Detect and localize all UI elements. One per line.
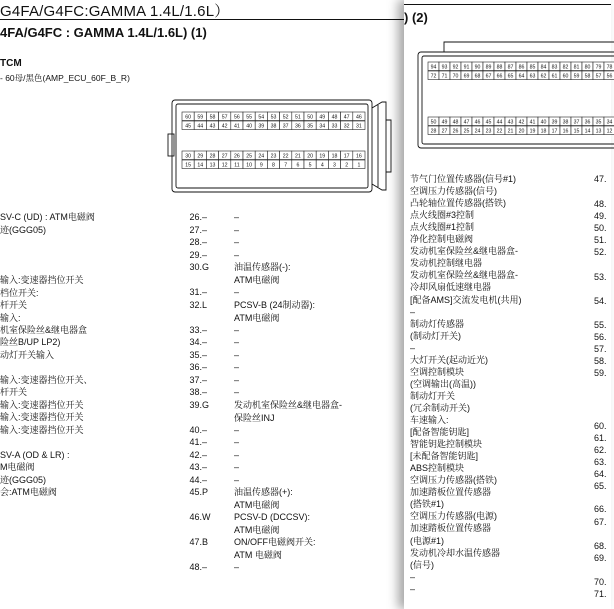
right-page	[404, 0, 611, 609]
right-description-line: (空调输出(高温))	[410, 378, 476, 389]
right-connector-pin-label: 83	[551, 64, 558, 71]
left-column-line: 档位开关:	[0, 288, 39, 298]
left-connector-pin-label: 46	[356, 114, 362, 121]
right-connector-pin-label: 56	[606, 73, 613, 80]
right-connector-pin-label: 93	[441, 64, 448, 71]
pin-number: 38.	[189, 387, 202, 397]
right-pin-number: 56.	[594, 332, 607, 342]
pin-code: –	[202, 462, 208, 472]
right-description-line: [配备AMS]交流发电机(共用)	[410, 294, 522, 305]
left-connector-pin-label: 17	[343, 153, 350, 160]
right-description-line: 制动灯开关	[410, 390, 456, 401]
right-connector-pin-label: 72	[430, 73, 437, 80]
right-connector-pin-label: 94	[430, 64, 437, 71]
right-description-line: 空调压力传感器(信号)	[410, 186, 497, 197]
right-description-line: 凸轮轴位置传感器(搭铁)	[410, 198, 506, 209]
left-connector-pin-label: 49	[319, 114, 326, 121]
right-pin-number: 67.	[594, 517, 607, 527]
right-pin-number: 60.	[594, 421, 607, 431]
pin-description: –	[234, 425, 240, 435]
right-description-line: [配备智能钥匙]	[410, 427, 470, 438]
right-description-line: 净化控制电磁阀	[410, 234, 474, 245]
right-connector-pin-label: 43	[507, 119, 514, 126]
left-connector-pin-label: 18	[331, 153, 338, 160]
right-pin-number: 71.	[594, 589, 607, 599]
right-pin-number: 48.	[594, 199, 607, 209]
left-connector-pin-label: 47	[343, 114, 350, 121]
right-connector-pin-label: 60	[562, 73, 569, 80]
left-connector-pin-label: 41	[234, 123, 240, 130]
right-pin-number: 63.	[594, 457, 607, 467]
left-connector-pin-label: 5	[308, 162, 312, 169]
pin-description: –	[234, 450, 240, 460]
pin-description: ATM 电磁阀	[234, 549, 282, 560]
pin-code: –	[202, 362, 208, 372]
pin-code: W	[202, 512, 211, 522]
right-connector-pin-label: 87	[507, 64, 514, 71]
pin-code: –	[202, 437, 208, 447]
right-connector-pin-label: 86	[518, 64, 525, 71]
right-connector-pin-label: 82	[562, 64, 569, 71]
pin-code: –	[202, 250, 208, 260]
right-connector-pin-label: 18	[540, 128, 547, 135]
right-connector-pin-label: 24	[474, 128, 481, 135]
right-description-line: 空调压力传感器(电源)	[410, 511, 497, 522]
right-connector-pin-label: 66	[496, 73, 503, 80]
pin-description: –	[234, 350, 240, 360]
pin-description: –	[234, 387, 240, 397]
left-column-line: 输入:变速器挡位开关	[0, 275, 84, 285]
right-pin-number: 64.	[594, 469, 607, 479]
left-column-line: M电磁阀	[0, 462, 35, 472]
right-connector-pin-label: 50	[430, 119, 437, 126]
right-description-line: –	[410, 342, 416, 353]
right-description-line: –	[410, 583, 416, 594]
right-pin-number: 68.	[594, 541, 607, 551]
right-description-line: (搭铁#1)	[410, 499, 445, 510]
right-connector-pin-label: 45	[485, 119, 492, 126]
left-column-line: 输入:变速器挡位开关	[0, 412, 84, 422]
left-connector-pin-label: 14	[197, 162, 204, 169]
pin-number: 42.	[189, 450, 202, 460]
pin-code: G	[202, 400, 210, 410]
section-title: 4FA/G4FC : GAMMA 1.4L/1.6L) (1)	[0, 25, 207, 40]
pin-description: PCSV-D (DCCSV):	[234, 512, 311, 522]
pin-code: –	[202, 325, 208, 335]
tcm-label: TCM	[0, 58, 22, 69]
page-header-title: G4FA/G4FC:GAMMA 1.4L/1.6L）	[0, 3, 230, 20]
right-connector-pin-label: 16	[562, 128, 569, 135]
pin-code: G	[202, 262, 210, 272]
pin-description: –	[234, 462, 240, 472]
left-connector-pin-label: 53	[270, 114, 277, 121]
left-connector-pin-label: 51	[295, 114, 301, 121]
right-connector-pin-label: 38	[562, 119, 569, 126]
right-connector-pin-label: 84	[540, 64, 547, 71]
right-connector-pin-label: 23	[485, 128, 492, 135]
left-connector-pin-label: 35	[307, 123, 313, 130]
pin-code: –	[202, 425, 208, 435]
pin-description: –	[234, 237, 240, 247]
left-connector-pin-label: 48	[331, 114, 338, 121]
left-connector-pin-label: 58	[209, 114, 216, 121]
pin-number: 40.	[189, 425, 202, 435]
left-connector-pin-label: 10	[246, 162, 252, 169]
right-description-line: 发动机室保险丝&继电器盒-	[410, 246, 519, 257]
pin-description: ATM电磁阀	[234, 312, 280, 323]
right-description-line: 发动机控制继电器	[410, 258, 483, 269]
pin-description: –	[234, 337, 240, 347]
right-connector-pin-label: 36	[584, 119, 591, 126]
connector-diagram	[160, 90, 395, 202]
right-pin-number: 54.	[594, 296, 607, 306]
pin-description: 油温传感器(-):	[234, 262, 291, 272]
right-description-line: 节气门位置传感器(信号#1)	[410, 174, 517, 184]
pin-number: 34.	[189, 337, 202, 347]
pin-number: 37.	[189, 375, 202, 385]
pin-code: –	[202, 375, 208, 385]
right-connector-pin-label: 37	[573, 119, 580, 126]
pin-description: 油温传感器(+):	[234, 487, 293, 497]
right-connector-pin-label: 61	[551, 73, 558, 80]
left-column-line: 输入:变速器挡位开关、	[0, 375, 93, 385]
pin-description: –	[234, 562, 240, 572]
pin-code: P	[202, 487, 209, 497]
left-connector-pin-label: 59	[197, 114, 204, 121]
left-column-line: 迹(GGG05)	[0, 475, 47, 485]
right-connector-pin-label: 88	[496, 64, 503, 71]
right-connector-pin-label: 13	[595, 128, 602, 135]
left-connector-pin-label: 3	[333, 162, 336, 169]
right-connector-pin-label: 59	[573, 73, 580, 80]
left-connector-pin-label: 11	[234, 162, 240, 169]
right-connector-pin-label: 65	[507, 73, 514, 80]
pin-number: 45.	[189, 487, 202, 497]
right-connector-diagram	[414, 40, 614, 160]
pin-number: 29.	[189, 250, 202, 260]
pin-description: –	[234, 287, 240, 297]
right-connector-pin-label: 69	[463, 73, 470, 80]
left-connector-pin-label: 33	[331, 123, 338, 130]
right-header-divider	[404, 4, 611, 5]
left-column-line: 输入:变速器挡位开关	[0, 400, 84, 410]
pin-code: –	[202, 225, 208, 235]
right-connector-pin-label: 27	[441, 128, 448, 135]
pin-code: –	[202, 212, 208, 222]
right-connector-pin-label: 25	[463, 128, 470, 135]
pin-number: 47.	[189, 537, 202, 547]
left-column-line: 输入:	[0, 313, 21, 323]
right-description-line: 冷却风扇低速继电器	[410, 282, 492, 293]
left-connector-pin-label: 42	[221, 123, 228, 130]
left-connector-pin-label: 34	[319, 123, 326, 130]
pin-number: 31.	[189, 287, 202, 297]
pin-number: 27.	[189, 225, 202, 235]
pin-description: –	[234, 250, 240, 260]
right-section-title: ) (2)	[404, 10, 428, 25]
left-column-line: 机室保险丝&继电器盒	[0, 325, 88, 335]
header-divider	[0, 19, 404, 20]
left-connector-pin-label: 37	[282, 123, 289, 130]
left-column-line: 输入:变速器挡位开关	[0, 425, 84, 435]
right-pin-number: 51.	[594, 235, 607, 245]
pin-number: 36.	[189, 362, 202, 372]
right-connector-pin-label: 42	[518, 119, 525, 126]
pin-code: –	[202, 237, 208, 247]
right-connector-pin-label: 67	[485, 73, 492, 80]
left-connector-pin-label: 57	[221, 114, 228, 121]
pin-description: ATM电磁阀	[234, 499, 280, 510]
right-pin-number: 58.	[594, 356, 607, 366]
left-column-line: 险丝B/UP LP2)	[0, 337, 61, 347]
right-description-line: (电源#1)	[410, 535, 445, 546]
right-connector-pin-label: 80	[584, 64, 591, 71]
pin-code: B	[202, 537, 209, 547]
left-connector-pin-label: 45	[185, 123, 191, 130]
right-description-line: 发动机室保险丝&继电器盒-	[410, 270, 519, 281]
left-connector-pin-label: 39	[258, 123, 265, 130]
pin-number: 28.	[189, 237, 202, 247]
right-connector-pin-label: 71	[441, 73, 448, 80]
right-connector-pin-label: 58	[584, 73, 591, 80]
right-pin-number: 47.	[594, 174, 607, 184]
right-connector-pin-label: 63	[529, 73, 536, 80]
left-connector-pin-label: 12	[221, 162, 228, 169]
pin-number: 33.	[189, 325, 202, 335]
left-connector-pin-label: 40	[246, 123, 252, 130]
left-connector-pin-label: 19	[319, 153, 326, 160]
right-connector-pin-label: 62	[540, 73, 547, 80]
left-connector-pin-label: 8	[272, 162, 275, 169]
pin-description: 发动机室保险丝&继电器盒-	[234, 400, 343, 410]
pin-number: 30.	[189, 262, 202, 272]
right-connector-pin-label: 20	[518, 128, 525, 135]
left-connector-pin-label: 4	[320, 162, 324, 169]
pin-number: 43.	[189, 462, 202, 472]
pin-number: 39.	[189, 400, 202, 410]
right-connector-pin-label: 92	[452, 64, 459, 71]
right-pin-number: 57.	[594, 344, 607, 354]
right-connector-pin-label: 47	[463, 119, 470, 126]
right-pin-number: 61.	[594, 433, 607, 443]
right-description-line: –	[410, 306, 416, 317]
right-connector-pin-label: 68	[474, 73, 481, 80]
right-connector-pin-label: 90	[474, 64, 481, 71]
right-description-line: 发动机冷却水温传感器	[410, 547, 501, 558]
right-description-line: 加速踏板位置传感器	[410, 523, 492, 534]
right-description-line: 空调压力传感器(搭铁)	[410, 475, 497, 486]
connector-info: - 60母/黑色(AMP_ECU_60F_B_R)	[0, 73, 130, 83]
pin-number: 46.	[189, 512, 202, 522]
left-connector-pin-label: 20	[307, 153, 313, 160]
left-column-line: SV-C (UD) : ATM电磁阀	[0, 212, 95, 222]
left-connector-pin-label: 2	[345, 162, 349, 169]
left-column-line: 杆开关	[0, 387, 28, 397]
pin-description: –	[234, 362, 240, 372]
right-description-line: (制动灯开关)	[410, 330, 461, 341]
right-connector-pin-label: 70	[452, 73, 459, 80]
right-connector-pin-label: 91	[463, 64, 470, 71]
left-connector-pin-label: 44	[197, 123, 204, 130]
left-connector-pin-label: 7	[284, 162, 288, 169]
left-connector-pin-label: 38	[270, 123, 277, 130]
left-column-line: 动灯开关输入	[0, 350, 55, 360]
right-connector-pin-label: 28	[430, 128, 437, 135]
right-connector-pin-label: 34	[606, 119, 613, 126]
left-connector-pin-label: 13	[209, 162, 216, 169]
right-pin-number: 59.	[594, 368, 607, 378]
right-connector-pin-label: 85	[529, 64, 536, 71]
right-description-line: 空调控制模块	[410, 366, 465, 377]
right-description-line: [未配备智能钥匙]	[410, 451, 479, 462]
right-pin-number: 50.	[594, 223, 607, 233]
right-connector-pin-label: 78	[606, 64, 613, 71]
right-connector-pin-label: 39	[551, 119, 558, 126]
pin-code: –	[202, 350, 208, 360]
left-connector-pin-label: 26	[234, 153, 240, 160]
left-connector-pin-label: 32	[343, 123, 350, 130]
right-connector-pin-label: 44	[496, 119, 503, 126]
left-connector-pin-label: 22	[282, 153, 289, 160]
right-description-line: –	[410, 571, 416, 582]
pin-description: ATM电磁阀	[234, 274, 280, 285]
left-connector-pin-label: 15	[185, 162, 191, 169]
right-connector-pin-label: 14	[584, 128, 591, 135]
pin-description: –	[234, 475, 240, 485]
right-pin-number: 70.	[594, 577, 607, 587]
left-connector-pin-label: 60	[185, 114, 191, 121]
pin-description: –	[234, 212, 240, 222]
pin-number: 35.	[189, 350, 202, 360]
right-pin-number: 55.	[594, 320, 607, 330]
right-connector-pin-label: 21	[507, 128, 514, 135]
right-pin-number: 52.	[594, 247, 607, 257]
left-connector-pin-label: 29	[197, 153, 204, 160]
right-connector-pin-label: 40	[540, 119, 547, 126]
right-description-line: 车速输入:	[410, 415, 449, 425]
right-connector-pin-label: 46	[474, 119, 481, 126]
right-description-line: 大灯开关(起动近光)	[410, 354, 488, 365]
left-connector-pin-label: 24	[258, 153, 265, 160]
right-pin-number: 62.	[594, 445, 607, 455]
right-connector-pin-label: 12	[606, 128, 613, 135]
right-description-line: 点火线圈#3控制	[410, 210, 475, 221]
left-connector-pin-label: 52	[282, 114, 289, 121]
left-connector-pin-label: 16	[356, 153, 362, 160]
left-connector-pin-label: 31	[356, 123, 362, 130]
pin-description: –	[234, 375, 240, 385]
right-connector-pin-label: 35	[595, 119, 602, 126]
right-description-line: 点火线圈#1控制	[410, 222, 475, 233]
left-column-line: SV-A (OD & LR) :	[0, 450, 70, 460]
left-connector-pin-label: 1	[357, 162, 361, 169]
left-connector-pin-label: 50	[307, 114, 313, 121]
pin-code: –	[202, 475, 208, 485]
right-description-line: 制动灯传感器	[410, 318, 465, 329]
right-pin-number: 53.	[594, 272, 607, 282]
right-pin-number: 69.	[594, 553, 607, 563]
right-description-line: (信号)	[410, 559, 434, 570]
right-connector-pin-label: 17	[551, 128, 558, 135]
left-connector-pin-label: 9	[259, 162, 263, 169]
left-column-line: 迹(GGG05)	[0, 225, 47, 235]
left-connector-pin-label: 23	[270, 153, 277, 160]
pin-number: 41.	[189, 437, 202, 447]
right-connector-pin-label: 48	[452, 119, 459, 126]
pin-description: –	[234, 325, 240, 335]
left-connector-pin-label: 36	[295, 123, 301, 130]
pin-code: L	[202, 300, 208, 310]
pin-description: 保险丝INJ	[234, 412, 275, 423]
left-connector-pin-label: 54	[258, 114, 265, 121]
left-connector-pin-label: 21	[295, 153, 301, 160]
pin-code: –	[202, 387, 208, 397]
left-connector-pin-label: 27	[221, 153, 228, 160]
left-connector-pin-label: 25	[246, 153, 252, 160]
right-description-line: 加速踏板位置传感器	[410, 487, 492, 498]
left-column-line: 会:ATM电磁阀	[0, 487, 57, 497]
pin-code: –	[202, 287, 208, 297]
right-description-line: 智能钥匙控制模块	[410, 439, 483, 450]
right-connector-pin-label: 64	[518, 73, 525, 80]
right-description-line: (冗余制动开关)	[410, 402, 470, 413]
right-description-line: ABS控制模块	[410, 463, 465, 474]
pin-description: –	[234, 437, 240, 447]
left-column-line: 杆开关	[0, 300, 28, 310]
right-connector-pin-label: 22	[496, 128, 503, 135]
pin-number: 26.	[189, 212, 202, 222]
left-connector-pin-label: 55	[246, 114, 252, 121]
left-connector-pin-label: 6	[296, 162, 300, 169]
right-connector-pin-label: 15	[573, 128, 580, 135]
right-connector-pin-label: 57	[595, 73, 602, 80]
right-connector-pin-label: 41	[529, 119, 536, 126]
pin-number: 32.	[189, 300, 202, 310]
right-connector-pin-label: 49	[441, 119, 448, 126]
pin-description: –	[234, 225, 240, 235]
pin-description: ON/OFF电磁阀开关:	[234, 537, 316, 547]
right-connector-pin-label: 79	[595, 64, 602, 71]
right-connector-pin-label: 81	[573, 64, 580, 71]
pin-description: PCSV-B (24制动器):	[234, 300, 316, 310]
right-connector-pin-label: 26	[452, 128, 459, 135]
left-connector-pin-label: 30	[185, 153, 191, 160]
left-connector-pin-label: 43	[209, 123, 216, 130]
pin-number: 44.	[189, 475, 202, 485]
left-connector-pin-label: 56	[234, 114, 240, 121]
right-pin-number: 49.	[594, 211, 607, 221]
right-connector-pin-label: 89	[485, 64, 492, 71]
right-pin-number: 65.	[594, 481, 607, 491]
right-connector-pin-label: 19	[529, 128, 536, 135]
pin-description: ATM电磁阀	[234, 524, 280, 535]
pin-code: –	[202, 450, 208, 460]
pin-code: –	[202, 562, 208, 572]
left-connector-pin-label: 28	[209, 153, 216, 160]
right-pin-number: 66.	[594, 504, 607, 514]
pin-code: –	[202, 337, 208, 347]
pin-number: 48.	[189, 562, 202, 572]
